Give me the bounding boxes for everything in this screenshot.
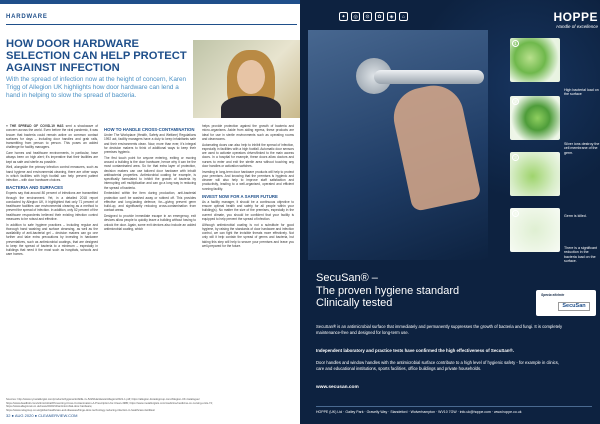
subheading: HOW TO HANDLE CROSS-CONTAMINATION	[104, 127, 195, 132]
feature-icon: ◈	[387, 12, 396, 21]
feature-icons	[339, 12, 408, 21]
secusan-mark: SecuSan	[558, 302, 590, 311]
paragraph: Investing in long-term door hardware products will help to protect your premises. And knowing that the premises is hygienic and cleaner will also help to improve staff satisfaction and productivity, leading to a well-organised, operated and efficient running facility.	[202, 169, 294, 191]
advert-url-link[interactable]: www.secusan.com	[316, 385, 359, 390]
logo-tagline: Handle of excellence	[556, 24, 598, 29]
step-caption: Silver ions destroy the cell membrane of the germ.	[564, 142, 600, 155]
paragraph: The first touch point for anyone entering, exiting or moving around a building is the door hardware, hence why it can be the most contaminated area. So for that extra layer of protection, decision makers can use tailored door hardware with inbuilt antibacterial properties. Antimicrobial coating for example, is specifically formulated to inhibit the growth of bacteria by interrupting cell multiplication and can go a long way in reducing the spread of bacteria.	[104, 155, 196, 190]
title-line: SecuSan® –	[316, 272, 378, 284]
advert-page	[300, 0, 600, 424]
spec-label: Specia elichrin	[541, 293, 565, 297]
source-line[interactable]: Sources: http://www.nymetallurgist.com/products/hygiene/lo/ADE-nv-5229/Hardware/Allegion/2021-1.pdf; https://allegion.doradogroup.com/Allegion-UK-Catalogue/	[6, 398, 200, 401]
hoppe-logo	[528, 10, 598, 29]
paragraph: helps provide protection against the growth of bacteria and micro-organisms. Aside from aiding egress, these products are ideal for use in sterile environments such as operating rooms and cleanrooms.	[202, 124, 294, 141]
drop-lead: » THE SPREAD OF COVID-19 HAS	[6, 124, 64, 128]
title-line: The proven hygiene standard	[316, 284, 460, 297]
article-headline: HOW DOOR HARDWARE SELECTION CAN HELP PROTECT AGAINST INFECTION	[6, 38, 187, 74]
source-line[interactable]: https://www.allegionuk.co.uk/news/2020/10/antimicrobial-door-hardware;	[6, 405, 93, 409]
footer-rule	[316, 406, 592, 407]
article-standfirst: With the spread of infection now at the height of concern, Karen Trigg of Allegion UK highlights how door hardware can lend a hand in helping to slow the spread of bacteria.	[6, 76, 187, 100]
feature-icon: ⊙	[363, 12, 372, 21]
step-caption: High bacterial load on the surface	[564, 88, 599, 97]
logo-name: HOPPE	[553, 10, 598, 24]
paragraph: As a facility manager, it should be a continuous objective to ensure optimal health and safety for all people within your building(s). No matter the size of the premises, especially in the current climate, you should be confident that your facility is equipped to help prevent the spread of infection.	[202, 199, 294, 221]
top-bar	[0, 0, 300, 4]
paragraph: In addition to safe hygiene practices – including regular and thorough hand washing and surface cleansing, as well as the availability of anti-bacterial gel – decision makers can go one further and take extra precautions by investing in hardware preventatives, such as antimicrobial coatings, that are designed to keep the spread of bacteria to a minimum – especially in buildings that need it the most such as hospitals, schools and care homes.	[6, 222, 98, 257]
door-handle-image	[374, 70, 484, 84]
subheading: BACTERIA AND SURFACES	[6, 185, 63, 191]
advert-body: Door handles and window handles with the antimicrobial surface contribute to a high level of hygienic safety - for example in clinics, care and educational institutions, sports facilities, office buildings and private households.	[316, 360, 560, 371]
advert-highlight: Independent laboratory and practice tests have confirmed the high effectiveness of SecuSan®.	[316, 348, 514, 353]
article-column-3	[202, 124, 294, 250]
step-number: 4	[512, 210, 519, 217]
feature-icon: ✦	[339, 12, 348, 21]
subheading: INVEST NOW FOR A SAFER FUTURE	[202, 193, 278, 199]
page-folio: 32 ● AUG 2020 ● CLEANERVIEW.COM	[6, 413, 78, 418]
step-number: 3	[512, 154, 519, 161]
source-line[interactable]: https://www.nelsgroup.co.uk/global-healthcare-and-diseases/hinge-door-technology-reducing-infection-in-healthcare-facilities/	[6, 408, 155, 412]
paragraph: Under The Workplace (Health, Safety and Welfare) Regulations 1992 act, facility managers have a duty to keep inhabitants safe and their environments clean. Now, more than ever, it's integral for decision makers to think of additional ways to keep their premises hygienic.	[104, 133, 196, 154]
paragraph: Designed to provide immediate escape in an emergency, exit devices allow people to quickly leave a building without having to unlock the door. Again, some exit devices also include an added antimicrobial coating, which	[104, 214, 196, 231]
step-number: 2	[512, 98, 519, 105]
paragraph: Experts say that around 80 percent of infections are transmitted through the environment. Yet, in a detailed 2018 report conducted by Allegion UK, it highlighted that only 71 percent of healthcare facilities use environmental cleaning as a method to prevent the spread of infection. In addition, only 52 percent of the healthcare respondents believed their existing infection control measures to be robust and effective.	[6, 191, 98, 221]
paragraph: Embedded within the item during production, anti-bacterial protection can't be washed away or rubbed off. This provides effective and long-lasting defence, for—giving prevent germ build-up, and significantly reducing cross-contamination from contact areas.	[104, 191, 196, 213]
article-column-2	[104, 124, 196, 233]
article-column-1	[6, 124, 98, 258]
title-line: Clinically tested	[316, 297, 393, 309]
section-rule	[6, 24, 297, 25]
paragraph: Well, alongside the primary infection control measures, such as hand hygiene and environmental cleaning, there are other ways in which facilities with high footfall can help prevent patient infection – with door hardware choices.	[6, 165, 98, 182]
feature-icon: ⌂	[399, 12, 408, 21]
paragraph: Although antimicrobial coating is not a substitute for good hygiene, by raising the standards of door hardware and infection control, we can fight the invisible threats more effectively. Not only will it help contain the spread of germs and bacteria, but taking this step will help to secure your premises and leave you well-prepared for the future.	[202, 222, 294, 248]
advert-title	[316, 272, 459, 310]
section-label: HARDWARE	[6, 14, 48, 20]
step-number: 1	[512, 40, 519, 47]
paragraph: sent a shockwave of concern across the world. Even before the viral pandemic, it was known that bacteria could remain active on common contact surfaces for days – including door handles and grab rails, transmitting from person to person. This poses an added challenge for facility managers.	[6, 124, 99, 150]
feature-icon: ◎	[351, 12, 360, 21]
feature-icon: ✿	[375, 12, 384, 21]
author-photo	[193, 40, 300, 118]
step-caption: There is a significant reduction in the bacteria load on the surface.	[564, 246, 597, 263]
advert-body: SecuSan® is an antimicrobial surface that immediately and permanently suppresses the growth of bacteria and fungi. It is completely maintenance-free and designed for long-term use.	[316, 324, 563, 335]
paragraph: Automating doors can also help to inhibit the spread of infection, especially in facilities with a high footfall. Automatic door sensors are used to activate operators driven/linked to the main access doors. In a hospital for example, these doors allow doctors and nurses to enter and exit the sterile area without touching any door handles or activation switches.	[202, 142, 294, 168]
paragraph: Care homes and healthcare environments, in particular, have always been on high alert; it's imperative that their facilities are kept as safe and sterile as possible.	[6, 151, 98, 164]
spec-badge	[536, 290, 596, 316]
source-line[interactable]: https://www.deadbolt.com/artimicrobial/Preventing-Cross-Contamination-A-Prescription-for-Clean-4980; https://www.metallurgists.com/medicine/medicine-co-nursing-units-74;	[6, 401, 213, 405]
step-caption: Germ is killed.	[564, 214, 587, 218]
advert-footer: HOPPE (UK) Ltd · Gailey Park · Gravelly Way · Standeford · Wolverhampton · WV10 7GW · info.uk@hoppe.com · www.hoppe.co.uk	[316, 410, 522, 414]
sources-list	[6, 398, 294, 412]
